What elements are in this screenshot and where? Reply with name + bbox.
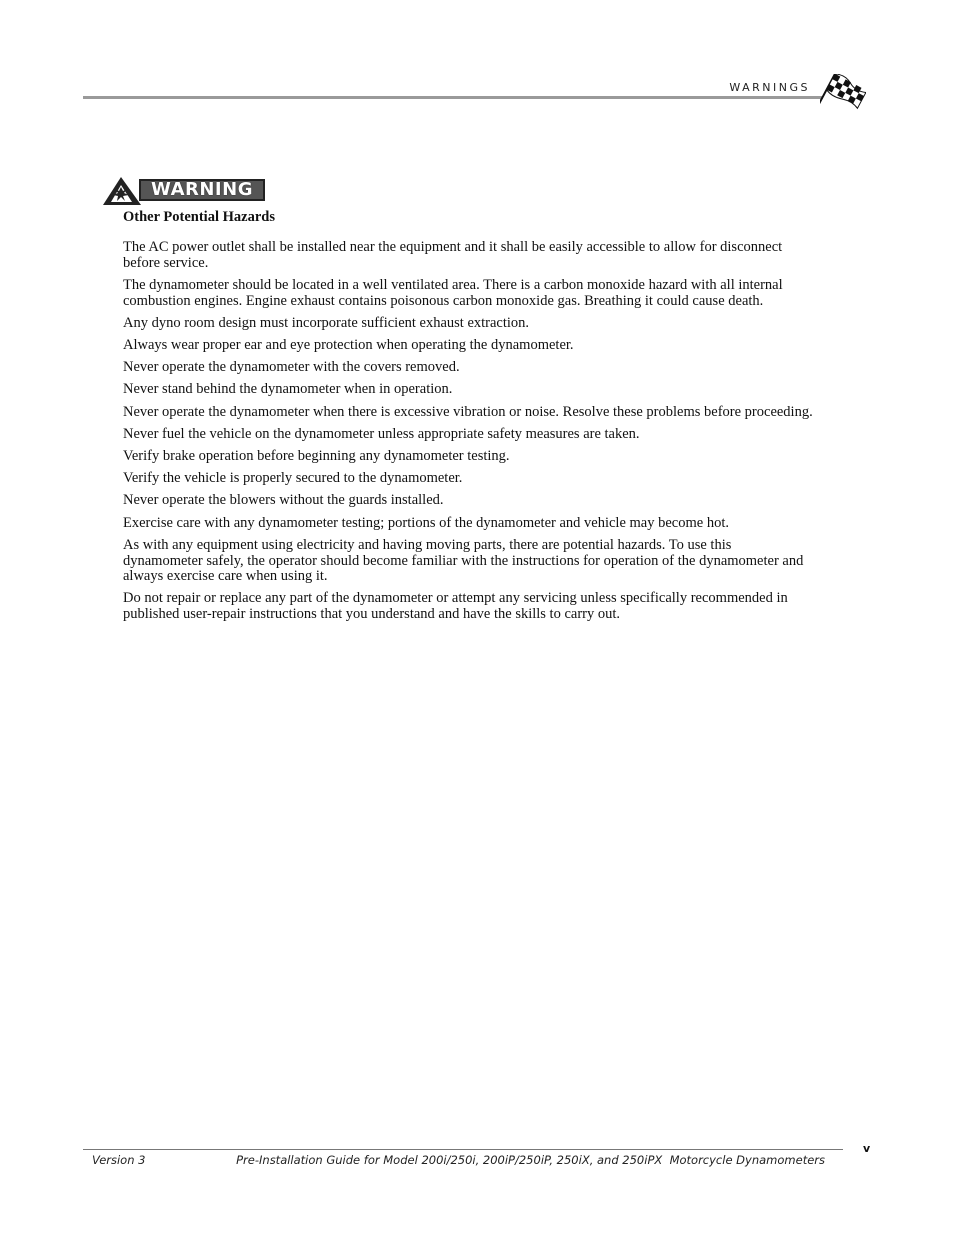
footer-guide-title: Pre-Installation Guide for Model 200i/250i, 200iP/250iP, 250iX, and 250iPX Motorcycle Dynamometers bbox=[236, 1153, 825, 1167]
section-title: Other Potential Hazards bbox=[123, 209, 275, 225]
hazard-paragraph: Do not repair or replace any part of the dynamometer or attempt any servicing unless specifically recommended in published user-repair instructions that you understand and have the skills to carry out. bbox=[123, 590, 788, 623]
checkered-flag-icon bbox=[820, 74, 866, 116]
warning-badge bbox=[101, 176, 269, 206]
hazard-paragraph: As with any equipment using electricity and having moving parts, there are potential hazards. To use this dynamometer safely, the operator should become familiar with the instructions for operation of the dynamometer and always exercise care when using it. bbox=[123, 536, 804, 585]
hazard-paragraph: Verify brake operation before beginning any dynamometer testing. bbox=[123, 448, 510, 465]
hazard-paragraph: Never fuel the vehicle on the dynamometer unless appropriate safety measures are taken. bbox=[123, 425, 640, 442]
hazard-paragraph: Any dyno room design must incorporate sufficient exhaust extraction. bbox=[123, 314, 530, 331]
hazard-paragraph: Never operate the dynamometer with the covers removed. bbox=[123, 359, 460, 376]
hazard-paragraph: Exercise care with any dynamometer testing; portions of the dynamometer and vehicle may become hot. bbox=[123, 514, 729, 531]
hazard-paragraph: The dynamometer should be located in a well ventilated area. There is a carbon monoxide hazard with all internal combustion engines. Engine exhaust contains poisonous carbon monoxide gas. Breathing it could cause death. bbox=[123, 276, 783, 309]
header-section-label: WARNINGS bbox=[729, 81, 810, 94]
header-rule bbox=[83, 96, 823, 99]
warning-label: WARNING bbox=[151, 179, 253, 200]
hazard-paragraph: Always wear proper ear and eye protection when operating the dynamometer. bbox=[123, 337, 574, 354]
footer-rule bbox=[83, 1149, 843, 1150]
footer-version: Version 3 bbox=[92, 1153, 146, 1167]
hazard-paragraph: Verify the vehicle is properly secured to the dynamometer. bbox=[123, 470, 463, 487]
warning-label-box bbox=[139, 179, 265, 201]
warning-content bbox=[123, 209, 813, 629]
hazard-paragraph: Never operate the blowers without the guards installed. bbox=[123, 492, 444, 509]
page-number: v bbox=[863, 1142, 871, 1155]
hazard-paragraph: Never stand behind the dynamometer when in operation. bbox=[123, 381, 453, 398]
hazard-paragraph: Never operate the dynamometer when there is excessive vibration or noise. Resolve these problems before proceeding. bbox=[123, 403, 813, 420]
hazard-paragraph: The AC power outlet shall be installed near the equipment and it shall be easily accessible to allow for disconnect before service. bbox=[123, 239, 783, 271]
